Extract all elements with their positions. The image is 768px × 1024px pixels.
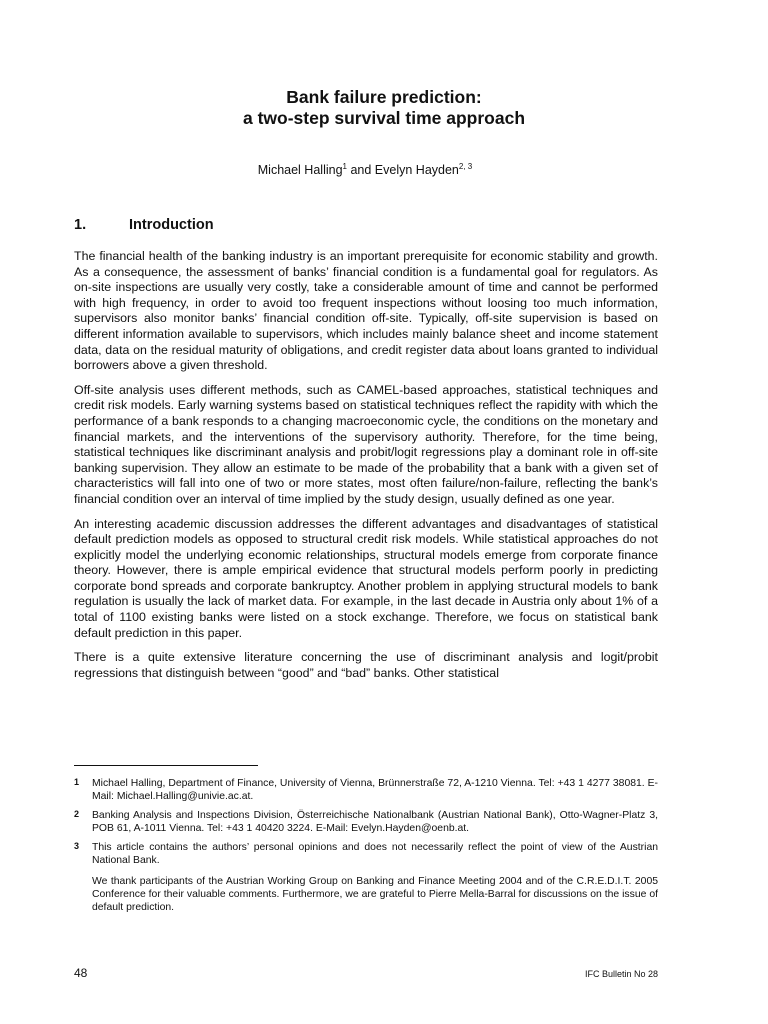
footnote-mark: 1 [74, 777, 80, 787]
author-conjunction: and [346, 163, 375, 177]
page-number: 48 [74, 966, 88, 980]
paper-title-line-2: a two-step survival time approach [242, 108, 526, 128]
body-text [74, 249, 658, 690]
paragraph: An interesting academic discussion addresses the different advantages and disadvantages of statistical default prediction models as opposed to structural credit risk models. While statistical approaches do not explicitly model the underlying economic relationships, structural models emerge from corporate finance theory. However, there is ample empirical evidence that structural models perform poorly in predicting corporate bond spreads and corporate bankruptcy. Another problem in applying structural models to bank regulation is usually the lack of market data. For example, in the last decade in Austria only about 1% of a total of 1100 existing banks were listed on a stock exchange. Therefore, we focus on statistical bank default prediction in this paper. [74, 516, 658, 640]
footnote [74, 777, 658, 803]
footnote-mark: 3 [74, 841, 80, 851]
section-number: 1. [74, 217, 87, 233]
footnote-text: Michael Halling, Department of Finance, University of Vienna, Brünnerstraße 72, A-1210 Vienna. Tel: +43 1 4277 38081. E-Mail: Michael.Halling@univie.ac.at. [92, 778, 658, 802]
author-name: Evelyn Hayden [374, 163, 459, 177]
footnote-text: Banking Analysis and Inspections Division, Österreichische Nationalbank (Austrian National Bank), Otto-Wagner-Platz 3, POB 61, A-1011 Vienna. Tel: +43 1 40420 3224. E-Mail: Evelyn.Hayden@oenb.at. [92, 810, 658, 834]
publication-name: IFC Bulletin No 28 [584, 969, 658, 979]
author-name: Michael Halling [257, 163, 343, 177]
acknowledgement-text: We thank participants of the Austrian Working Group on Banking and Finance Meeting 2004 and of the C.R.E.D.I.T. 2005 Conference for their valuable comments. Furthermore, we are grateful to Pierre Mella-Barral for discussions on the issue of default prediction. [92, 876, 658, 913]
footnote-text: This article contains the authors’ personal opinions and does not necessarily reflect the point of view of the Austrian National Bank. [92, 842, 658, 866]
footnotes [74, 777, 658, 920]
paragraph: The financial health of the banking industry is an important prerequisite for economic stability and growth. As a consequence, the assessment of banks’ financial condition is a fundamental goal for regulators. As on-site inspections are usually very costly, take a considerable amount of time and cannot be performed with high frequency, in order to avoid too frequent inspections without loosing too much information, supervisors also monitor banks’ financial condition off-site. Typically, off-site supervision is based on different information available to supervisors, which includes mainly balance sheet and income statement data, data on the residual maturity of obligations, and credit register data about loans granted to individual borrowers above a given threshold. [74, 249, 658, 373]
section-heading [74, 216, 214, 234]
footnote-mark: 2 [74, 809, 80, 819]
footnote [74, 841, 658, 867]
acknowledgement [74, 875, 658, 914]
paragraph: Off-site analysis uses different methods, such as CAMEL-based approaches, statistical techniques and credit risk models. Early warning systems based on statistical techniques reflect the rapidity with which the performance of a bank responds to a changing macroeconomic cycle, the conditions on the monetary and financial markets, and the interventions of the supervisory authority. Therefore, for the time being, statistical techniques like discriminant analysis and probit/logit regressions play a dominant role in off-site banking supervision. They allow an estimate to be made of the probability that a bank with a given set of characteristics will fall into one of two or more states, most often failure/non-failure, reflecting the bank’s financial condition over an interval of time implied by the study design, usually defined as one year. [74, 382, 658, 506]
author-affiliation-mark: 1 [342, 162, 347, 171]
author-line [0, 162, 730, 178]
section-title: Introduction [129, 217, 214, 233]
footnote-separator [74, 765, 258, 766]
paragraph: There is a quite extensive literature concerning the use of discriminant analysis and logit/probit regressions that distinguish between “good” and “bad” banks. Other statistical [74, 650, 658, 680]
footnote [74, 809, 658, 835]
paper-title-line-1: Bank failure prediction: [286, 87, 482, 107]
author-affiliation-mark: 2, 3 [458, 162, 473, 171]
